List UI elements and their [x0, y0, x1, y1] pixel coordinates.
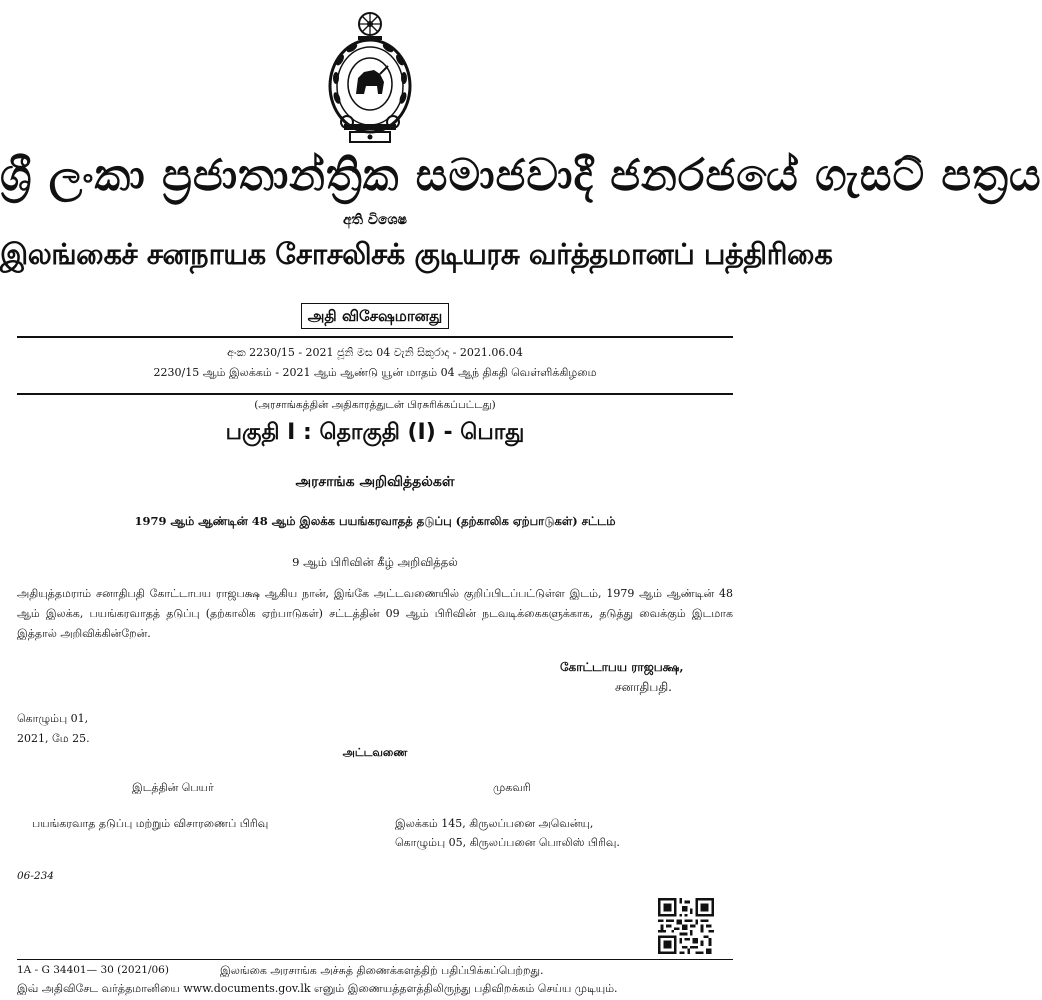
notice-subtitle: 9 ஆம் பிரிவின் கீழ் அறிவித்தல்: [292, 555, 458, 569]
act-title: 1979 ஆம் ஆண்டின் 48 ஆம் இலக்க பயங்கரவாதத் தடுப்பு (தற்காலிக ஏற்பாடுகள்) சட்டம்: [134, 514, 616, 528]
extraordinary-label-sinhala: අති විශෙෂ: [343, 212, 407, 228]
schedule-row-address-line-2: கொழும்பு 05, கிருலப்பனை பொலிஸ் பிரிவு.: [395, 836, 620, 849]
section-title: அரசாங்க அறிவித்தல்கள்: [295, 474, 455, 490]
authority-line: (அரசாங்கத்தின் அதிகாரத்துடன் பிரசுரிக்கப்பட்டது): [254, 399, 496, 411]
extraordinary-label-tamil: அதி விசேஷமானது: [301, 303, 449, 329]
schedule-column-place-name: இடத்தின் பெயர்: [132, 781, 214, 794]
reference-code: 06-234: [17, 870, 54, 882]
signatory-title: சனாதிபதி.: [615, 680, 672, 694]
sri-lanka-emblem-icon: [322, 8, 418, 146]
extraordinary-label-tamil-box: [0, 307, 750, 327]
issue-line-sinhala: අංක 2230/15 - 2021 ජූනි මස 04 වැනි සිකුරාදා - 2021.06.04: [227, 346, 523, 359]
notice-body: அதியுத்தமராம் சனாதிபதி கோட்டாபய ராஜபக்ஷ ஆகிய நான், இங்கே அட்டவணையில் குறிப்பிடப்பட்டுள்ள இடம், 1979 ஆம் ஆண்டின் 48 ஆம் இலக்க, பயங்கரவாதத் தடுப்பு (தற்காலிக ஏற்பாடுகள்) சட்டத்தின் 09 ஆம் பிரிவின் நடவடிக்கைகளுக்காக, தடுத்து வைக்கும் இடமாக இத்தால் அறிவிக்கின்றேன்.: [17, 587, 733, 640]
masthead-bottom-rule: [17, 393, 733, 395]
download-note: இவ் அதிவிசேட வர்த்தமானியை www.documents.gov.lk எனும் இணையத்தளத்திலிருந்து பதிவிறக்கம் செய்ய முடியும்.: [17, 982, 618, 995]
print-code: 1A - G 34401— 30 (2021/06): [17, 964, 169, 976]
schedule-title: அட்டவணை: [342, 746, 408, 759]
signatory-name: கோட்டாபய ராஜபக்ஷ,: [560, 660, 684, 674]
footer-rule: [17, 959, 733, 960]
gazette-title-sinhala: ශ්‍රී ලංකා ප්‍රජාතාන්ත්‍රික සමාජවාදී ජනරජයේ ගැසට් පත්‍රය: [0, 150, 1042, 201]
issue-line-tamil: 2230/15 ஆம் இலக்கம் - 2021 ஆம் ஆண்டு யூன் மாதம் 04 ஆந் திகதி வெள்ளிக்கிழமை: [153, 366, 597, 379]
gazette-title-tamil: இலங்கைச் சனநாயக சோசலிசக் குடியரசு வர்த்தமானப் பத்திரிகை: [0, 237, 833, 271]
part-title: பகுதி I : தொகுதி (I) - பொது: [225, 420, 525, 445]
issue-place: கொழும்பு 01,: [17, 712, 89, 725]
masthead-top-rule: [17, 336, 733, 338]
schedule-row-address-line-1: இலக்கம் 145, கிருலப்பனை அவென்யு,: [395, 817, 594, 830]
schedule-row-place-name: பயங்கரவாத தடுப்பு மற்றும் விசாரணைப் பிரிவு: [32, 817, 269, 830]
schedule-column-address: முகவரி: [493, 781, 531, 794]
printer-note: இலங்கை அரசாங்க அச்சுத் திணைக்களத்திற் பதிப்பிக்கப்பெற்றது.: [220, 964, 544, 977]
qr-code-icon[interactable]: [658, 898, 714, 954]
issue-date: 2021, மே 25.: [17, 732, 90, 745]
